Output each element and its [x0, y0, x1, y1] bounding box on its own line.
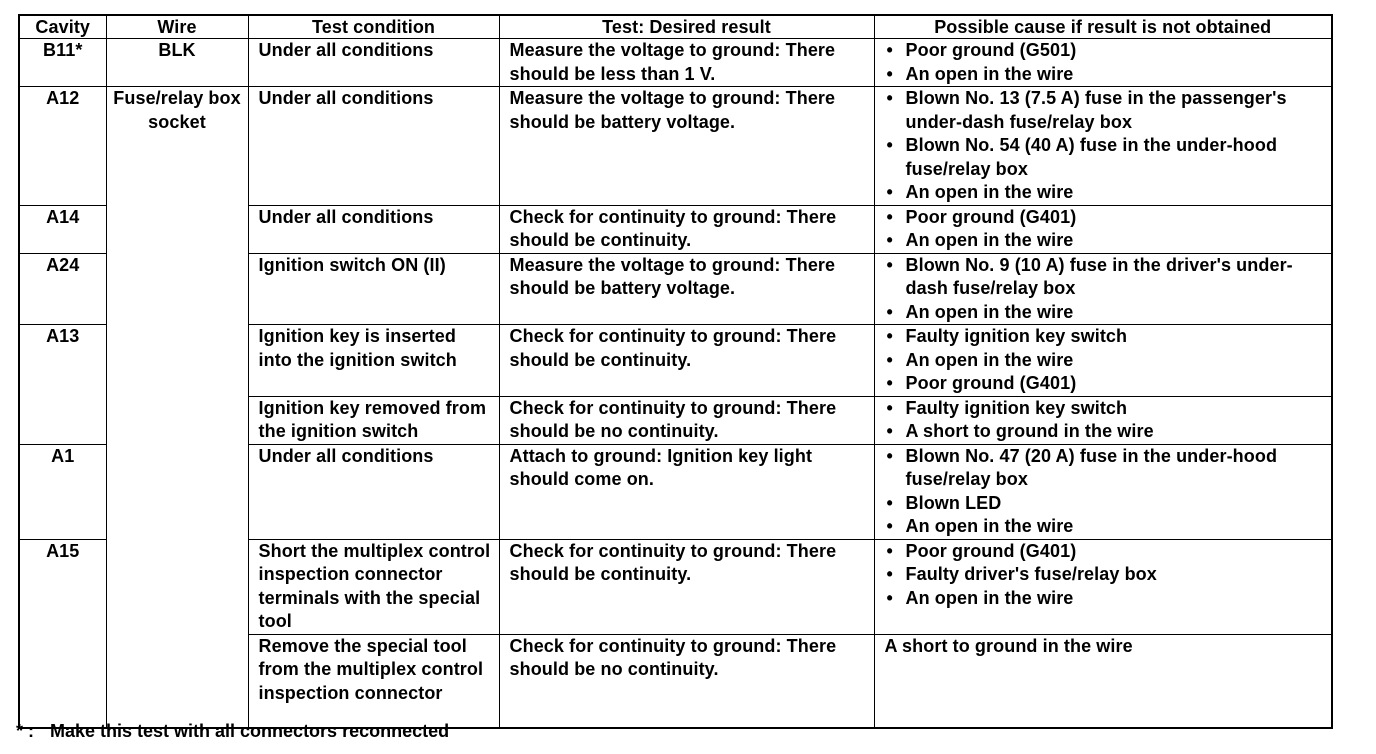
cause-list: [885, 87, 1328, 205]
table-header-row: [19, 15, 1332, 39]
desired-result-cell: Check for continuity to ground: There should be continuity.: [499, 205, 874, 253]
cavity-cell: A1: [19, 444, 106, 539]
cause-list: [885, 254, 1328, 325]
cause-item: • Poor ground (G401): [885, 206, 1328, 230]
footnote: [16, 719, 449, 743]
wire-cell: Fuse/relay box socket: [106, 87, 248, 729]
diagnostic-table: [18, 14, 1333, 729]
test-condition-cell: Under all conditions: [248, 39, 499, 87]
test-condition-cell: Remove the special tool from the multiplex control inspection connector: [248, 634, 499, 728]
footnote-text: Make this test with all connectors reconnected: [50, 721, 450, 741]
desired-result-cell: Measure the voltage to ground: There should be less than 1 V.: [499, 39, 874, 87]
desired-result-cell: Check for continuity to ground: There should be no continuity.: [499, 396, 874, 444]
cause-item: • Blown No. 54 (40 A) fuse in the under-hood fuse/relay box: [885, 134, 1328, 181]
possible-cause-cell: [874, 253, 1332, 325]
cause-item: • Poor ground (G501): [885, 39, 1328, 63]
column-header-desired-result: Test: Desired result: [499, 15, 874, 39]
cause-item: • Blown No. 47 (20 A) fuse in the under-hood fuse/relay box: [885, 445, 1328, 492]
cause-list: [885, 445, 1328, 539]
possible-cause-cell: [874, 396, 1332, 444]
desired-result-cell: Check for continuity to ground: There should be continuity.: [499, 325, 874, 397]
cause-item: • An open in the wire: [885, 515, 1328, 539]
possible-cause-cell: [874, 87, 1332, 206]
cavity-cell: B11*: [19, 39, 106, 87]
cause-item: • Poor ground (G401): [885, 540, 1328, 564]
test-condition-cell: Ignition switch ON (II): [248, 253, 499, 325]
cause-text: A short to ground in the wire: [884, 635, 1133, 656]
cause-item: • An open in the wire: [885, 349, 1328, 373]
cause-item: • Blown No. 13 (7.5 A) fuse in the passenger's under-dash fuse/relay box: [885, 87, 1328, 134]
column-header-test-condition: Test condition: [248, 15, 499, 39]
cause-list: [885, 540, 1328, 611]
cause-item: • Faulty ignition key switch: [885, 397, 1328, 421]
cause-item: • An open in the wire: [885, 181, 1328, 205]
cause-item: • An open in the wire: [885, 229, 1328, 253]
cavity-cell: A12: [19, 87, 106, 206]
cavity-cell: A24: [19, 253, 106, 325]
column-header-possible-cause: Possible cause if result is not obtained: [874, 15, 1332, 39]
table-row: [19, 39, 1332, 87]
desired-result-cell: Measure the voltage to ground: There should be battery voltage.: [499, 87, 874, 206]
test-condition-cell: Under all conditions: [248, 87, 499, 206]
desired-result-cell: Check for continuity to ground: There should be continuity.: [499, 539, 874, 634]
desired-result-cell: Check for continuity to ground: There should be no continuity.: [499, 634, 874, 728]
column-header-wire: Wire: [106, 15, 248, 39]
cause-item: • Blown No. 9 (10 A) fuse in the driver's under-dash fuse/relay box: [885, 254, 1328, 301]
test-condition-cell: Under all conditions: [248, 205, 499, 253]
cavity-cell: A14: [19, 205, 106, 253]
cause-item: • Poor ground (G401): [885, 372, 1328, 396]
cause-list: [885, 39, 1328, 86]
wire-cell: BLK: [106, 39, 248, 87]
test-condition-cell: Ignition key removed from the ignition switch: [248, 396, 499, 444]
desired-result-cell: Measure the voltage to ground: There should be battery voltage.: [499, 253, 874, 325]
cause-item: • Blown LED: [885, 492, 1328, 516]
possible-cause-cell: [874, 205, 1332, 253]
column-header-cavity: Cavity: [19, 15, 106, 39]
table-row: [19, 87, 1332, 206]
cause-item: • A short to ground in the wire: [885, 420, 1328, 444]
test-condition-cell: Short the multiplex control inspection connector terminals with the special tool: [248, 539, 499, 634]
test-condition-cell: Ignition key is inserted into the ignition switch: [248, 325, 499, 397]
diagnostic-table-container: [18, 14, 1331, 729]
cause-item: • An open in the wire: [885, 301, 1328, 325]
test-condition-cell: Under all conditions: [248, 444, 499, 539]
footnote-marker: * :: [16, 721, 34, 741]
cause-list: [885, 397, 1328, 444]
possible-cause-cell: [874, 325, 1332, 397]
cavity-cell: A13: [19, 325, 106, 445]
possible-cause-cell: [874, 39, 1332, 87]
cause-item: • Faulty ignition key switch: [885, 325, 1328, 349]
cavity-cell: A15: [19, 539, 106, 728]
cause-list: [885, 206, 1328, 253]
desired-result-cell: Attach to ground: Ignition key light should come on.: [499, 444, 874, 539]
possible-cause-cell: [874, 444, 1332, 539]
cause-list: [885, 325, 1328, 396]
possible-cause-cell: [874, 634, 1332, 728]
cause-item: • An open in the wire: [885, 587, 1328, 611]
cause-item: • An open in the wire: [885, 63, 1328, 87]
possible-cause-cell: [874, 539, 1332, 634]
cause-item: • Faulty driver's fuse/relay box: [885, 563, 1328, 587]
